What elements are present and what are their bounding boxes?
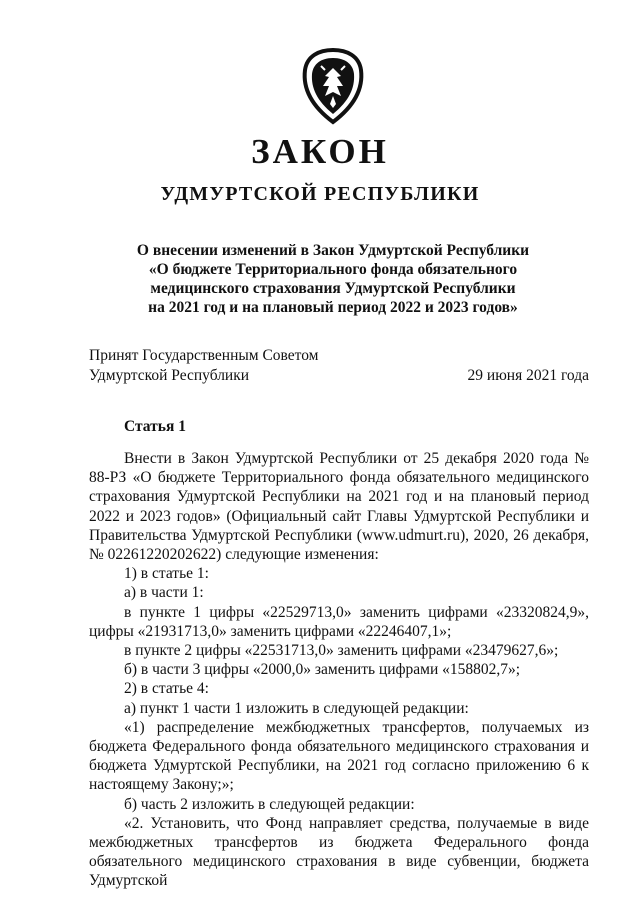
paragraph: в пункте 2 цифры «22531713,0» заменить цифрами «23479627,6»; (124, 642, 559, 660)
heading-line: О внесении изменений в Закон Удмуртской Республики (136, 242, 530, 259)
paragraph: 2) в статье 4: (124, 680, 209, 698)
paragraph: б) часть 2 изложить в следующей редакции: (124, 795, 415, 813)
heading-line: медицинского страхования Удмуртской Республики (150, 280, 516, 297)
paragraph: б) в части 3 цифры «2000,0» заменить цифрами «158802,7»; (124, 661, 521, 679)
heading-line: на 2021 год и на плановый период 2022 и 2023 годов» (148, 299, 518, 316)
paragraph: Внести в Закон Удмуртской Республики от 25 декабря 2020 года № 88-РЗ «О бюджете Территориального фонда обязательного медицинского страхования Удмуртской Республики на 2021 год и на плановый период 2022 и 2023 годов» (Официальный сайт Главы Удмуртской Республики и Правительства Удмуртской Республики (www.udmurt.ru), 2020, 26 декабря, № 02261220202622) следующие изменения: (89, 450, 589, 564)
article-body (89, 449, 589, 891)
paragraph: в пункте 1 цифры «22529713,0» заменить цифрами «23320824,9», цифры «21931713,0» заменить цифрами «22246407,1»; (89, 603, 589, 640)
adoption-block (89, 346, 589, 386)
paragraph: «2. Установить, что Фонд направляет средства, получаемые в виде межбюджетных трансфертов из бюджета Федерального фонда обязательного медицинского страхования в виде субвенции, бюджета Удмуртской (89, 814, 589, 890)
heading-line: «О бюджете Территориального фонда обязательного (148, 261, 518, 278)
coat-of-arms-emblem-icon (297, 46, 369, 128)
adopted-by-line: Удмуртской Республики (89, 367, 250, 384)
law-heading (110, 241, 556, 317)
paragraph: а) пункт 1 части 1 изложить в следующей редакции: (124, 699, 469, 717)
paragraph: 1) в статье 1: (124, 565, 209, 583)
article-title: Статья 1 (124, 418, 186, 435)
paragraph: «1) распределение межбюджетных трансфертов, получаемых из бюджета Федерального фонда обязательного медицинского страхования и бюджета Удмуртской Республики, на 2021 год согласно приложению 6 к настоящему Закону;»; (89, 718, 589, 794)
document-subtitle: УДМУРТСКОЙ РЕСПУБЛИКИ (160, 183, 480, 205)
document-title: ЗАКОН (251, 132, 389, 171)
adopted-by-line: Принят Государственным Советом (89, 347, 319, 364)
paragraph: а) в части 1: (124, 584, 204, 602)
adoption-date: 29 июня 2021 года (467, 367, 589, 384)
